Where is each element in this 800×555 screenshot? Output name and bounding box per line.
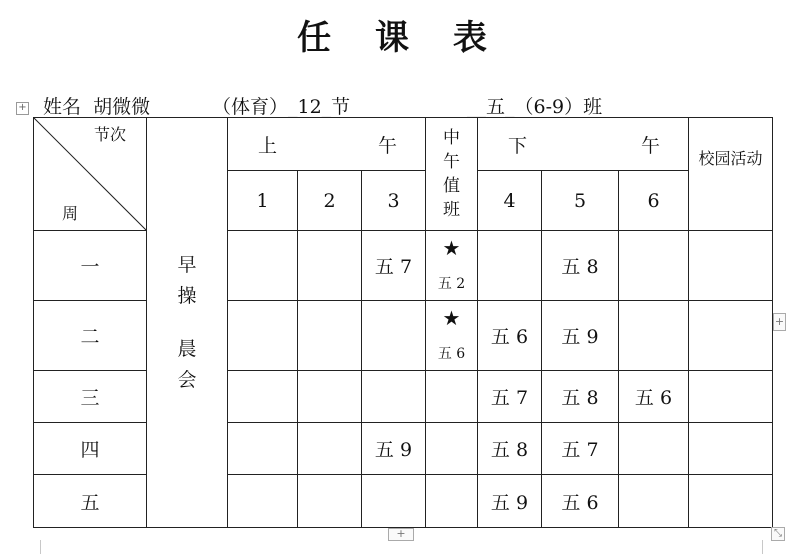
schedule-cell[interactable]: 五 7 bbox=[362, 231, 426, 301]
morning-char-4: 会 bbox=[177, 368, 197, 391]
schedule-cell[interactable]: 五 6 bbox=[619, 371, 689, 423]
star-icon: ★ bbox=[442, 305, 461, 330]
class-range: __五_（6-9）班 bbox=[467, 96, 603, 118]
add-row-button[interactable]: + bbox=[773, 313, 786, 331]
schedule-cell[interactable] bbox=[298, 423, 362, 475]
page-corner-mark bbox=[762, 540, 771, 554]
schedule-cell[interactable]: 五 8 bbox=[542, 371, 619, 423]
morning-char-1: 早 bbox=[177, 253, 197, 276]
noon-duty-cell[interactable] bbox=[426, 475, 478, 528]
noon-char-3: 值 bbox=[443, 176, 460, 196]
schedule-cell[interactable] bbox=[619, 423, 689, 475]
pm-label-left: 下 bbox=[508, 134, 528, 157]
noon-char-2: 午 bbox=[443, 152, 460, 172]
schedule-cell[interactable]: 五 7 bbox=[542, 423, 619, 475]
pm-label-right: 午 bbox=[640, 134, 660, 157]
weekday-cell: 三 bbox=[34, 371, 147, 423]
table-row bbox=[34, 231, 773, 301]
schedule-cell[interactable]: 五 9 bbox=[542, 301, 619, 371]
document-title: 任 课 表 bbox=[297, 18, 503, 58]
star-icon: ★ bbox=[442, 235, 461, 260]
period-2-header: 2 bbox=[298, 171, 362, 231]
schedule-cell[interactable]: 五 9 bbox=[478, 475, 542, 528]
subject-hours: （体育）_12_节 bbox=[212, 96, 351, 118]
table-resize-handle[interactable]: ⤡ bbox=[771, 527, 785, 541]
add-column-button[interactable]: + bbox=[388, 528, 414, 541]
campus-cell[interactable] bbox=[689, 371, 773, 423]
table-row bbox=[34, 423, 773, 475]
corner-week-label: 周 bbox=[62, 204, 79, 223]
schedule-cell[interactable]: 五 6 bbox=[542, 475, 619, 528]
schedule-cell[interactable] bbox=[298, 371, 362, 423]
corner-period-label: 节次 bbox=[93, 125, 126, 144]
period-6-header: 6 bbox=[619, 171, 689, 231]
teacher-name: 姓名 胡微微 bbox=[43, 96, 151, 118]
schedule-cell[interactable]: 五 8 bbox=[542, 231, 619, 301]
schedule-cell[interactable] bbox=[619, 301, 689, 371]
schedule-cell[interactable] bbox=[228, 423, 298, 475]
am-label-right: 午 bbox=[377, 134, 397, 157]
table-move-handle[interactable]: + bbox=[16, 102, 29, 115]
campus-cell[interactable] bbox=[689, 301, 773, 371]
schedule-cell[interactable] bbox=[228, 475, 298, 528]
campus-activity-label: 校园活动 bbox=[698, 149, 763, 168]
schedule-cell[interactable] bbox=[298, 475, 362, 528]
period-5-header: 5 bbox=[542, 171, 619, 231]
campus-cell[interactable] bbox=[689, 231, 773, 301]
noon-duty-cell[interactable] bbox=[426, 301, 478, 371]
schedule-cell[interactable] bbox=[228, 371, 298, 423]
table-row bbox=[34, 371, 773, 423]
weekday-cell: 五 bbox=[34, 475, 147, 528]
schedule-cell[interactable]: 五 6 bbox=[478, 301, 542, 371]
schedule-cell[interactable] bbox=[478, 231, 542, 301]
weekday-cell: 二 bbox=[34, 301, 147, 371]
page-corner-mark bbox=[32, 540, 41, 554]
morning-char-3: 晨 bbox=[177, 337, 197, 360]
campus-cell[interactable] bbox=[689, 423, 773, 475]
noon-char-1: 中 bbox=[443, 128, 460, 148]
schedule-cell[interactable]: 五 9 bbox=[362, 423, 426, 475]
am-label-left: 上 bbox=[258, 134, 278, 157]
schedule-cell[interactable] bbox=[228, 231, 298, 301]
table-row bbox=[34, 475, 773, 528]
schedule-cell[interactable] bbox=[298, 301, 362, 371]
noon-duty-header bbox=[426, 118, 478, 231]
schedule-cell[interactable] bbox=[362, 475, 426, 528]
noon-char-4: 班 bbox=[443, 200, 460, 220]
period-4-header: 4 bbox=[478, 171, 542, 231]
table-row bbox=[34, 301, 773, 371]
campus-cell[interactable] bbox=[689, 475, 773, 528]
morning-char-2: 操 bbox=[177, 284, 197, 307]
diagonal-divider bbox=[34, 118, 147, 231]
campus-activity-header bbox=[689, 118, 773, 231]
noon-duty-cell[interactable] bbox=[426, 231, 478, 301]
noon-duty-cell[interactable] bbox=[426, 423, 478, 475]
schedule-cell[interactable] bbox=[298, 231, 362, 301]
weekday-cell: 四 bbox=[34, 423, 147, 475]
schedule-cell[interactable] bbox=[362, 301, 426, 371]
morning-assembly-cell bbox=[147, 118, 228, 528]
period-3-header: 3 bbox=[362, 171, 426, 231]
weekday-cell: 一 bbox=[34, 231, 147, 301]
morning-header bbox=[228, 118, 426, 171]
schedule-cell[interactable] bbox=[619, 231, 689, 301]
header-corner-cell bbox=[34, 118, 147, 231]
afternoon-header bbox=[478, 118, 689, 171]
duty-class: 五 2 bbox=[437, 275, 466, 292]
duty-class: 五 6 bbox=[437, 345, 466, 362]
schedule-cell[interactable]: 五 8 bbox=[478, 423, 542, 475]
schedule-cell[interactable]: 五 7 bbox=[478, 371, 542, 423]
noon-duty-cell[interactable] bbox=[426, 371, 478, 423]
schedule-cell[interactable] bbox=[362, 371, 426, 423]
period-1-header: 1 bbox=[228, 171, 298, 231]
schedule-table bbox=[33, 117, 773, 528]
schedule-cell[interactable] bbox=[228, 301, 298, 371]
schedule-cell[interactable] bbox=[619, 475, 689, 528]
